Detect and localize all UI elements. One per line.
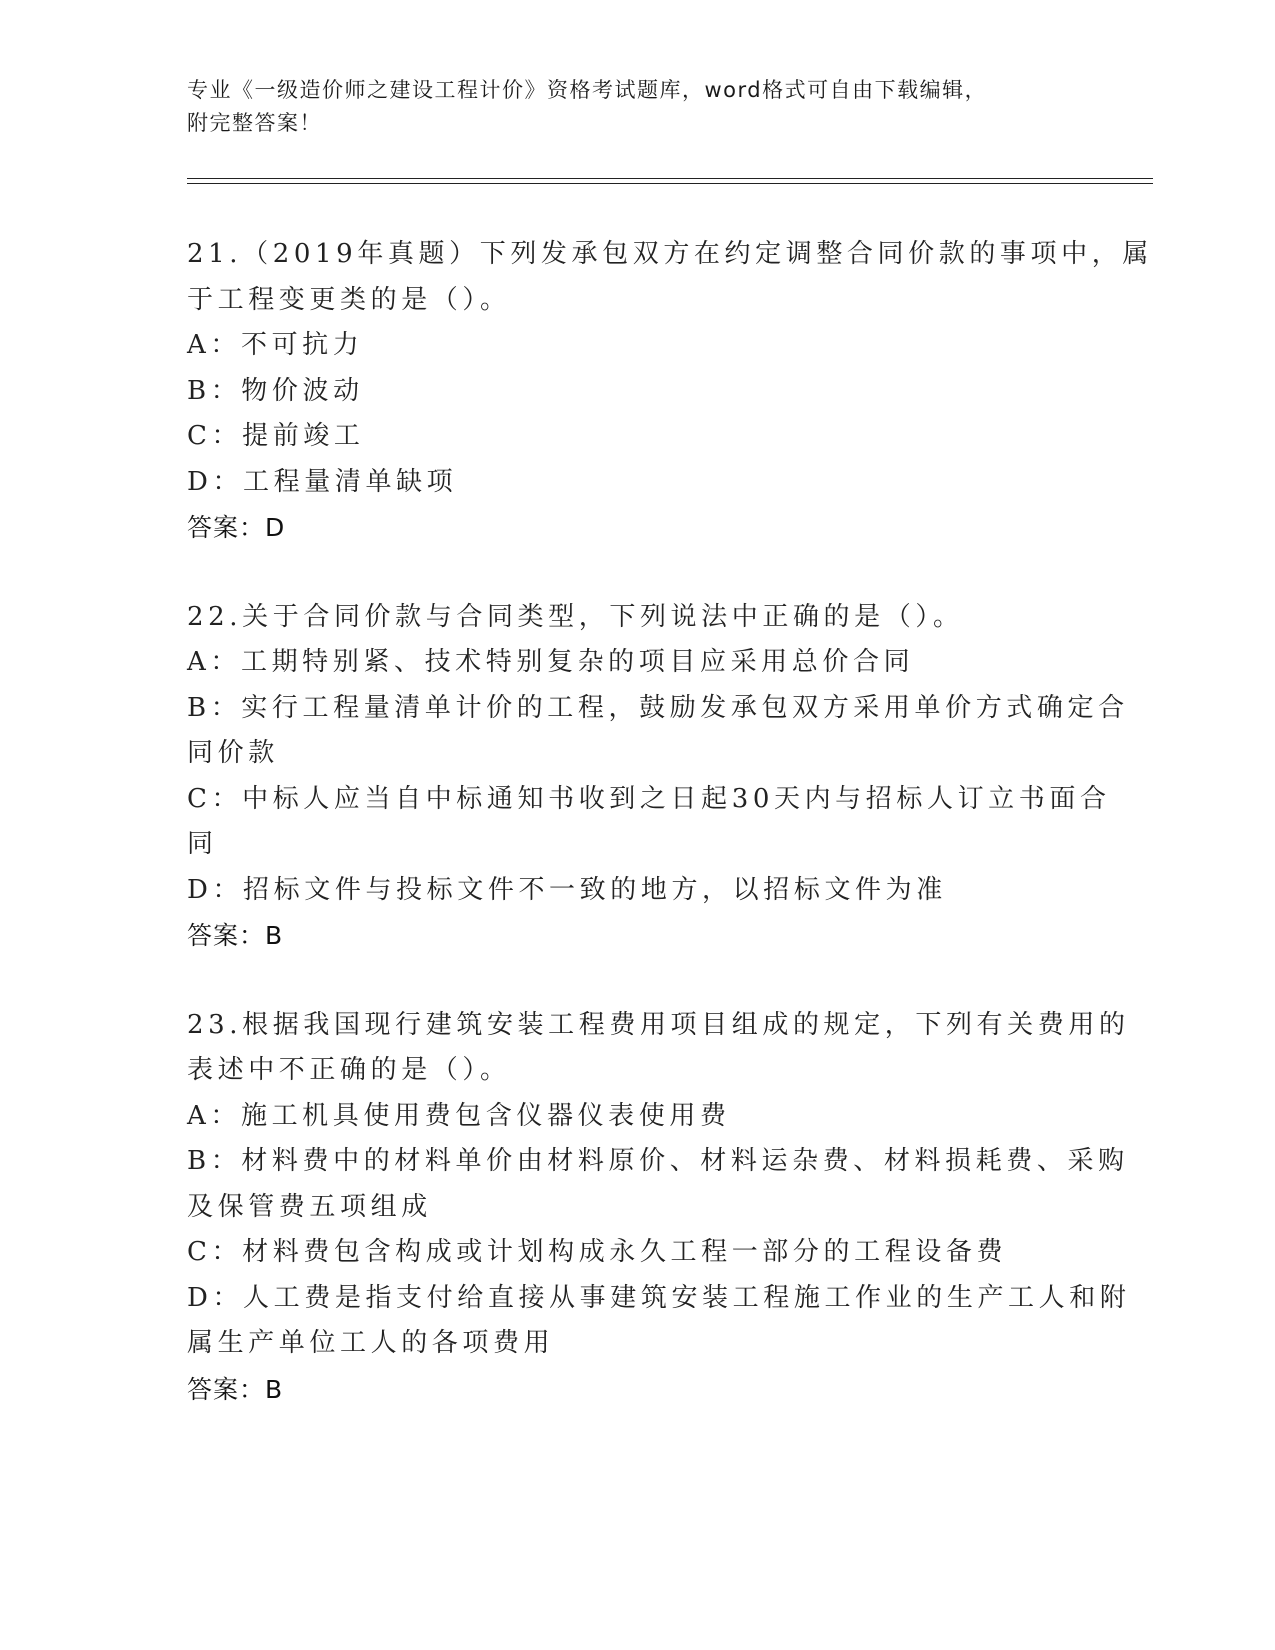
question-stem-line: 21.（2019年真题）下列发承包双方在约定调整合同价款的事项中，属 [187, 239, 1153, 269]
option-d [187, 868, 1087, 914]
option-line: D：工程量清单缺项 [187, 466, 458, 497]
option-c [187, 777, 1111, 868]
question-item [187, 595, 1129, 959]
option-line: B：实行工程量清单计价的工程，鼓励发承包双方采用单价方式确定合 [187, 692, 1129, 723]
option-d [187, 1276, 1131, 1367]
answer-label: 答案：B [187, 921, 284, 950]
option-line: C：材料费包含构成或计划构成永久工程一部分的工程设备费 [187, 1237, 1008, 1267]
header-divider [187, 178, 1153, 179]
header-line: 专业《一级造价师之建设工程计价》资格考试题库，word格式可自由下载编辑， [187, 78, 988, 102]
option-line: A：施工机具使用费包含仪器仪表使用费 [187, 1100, 731, 1131]
header-line: 附完整答案！ [187, 111, 322, 135]
option-line: B：物价波动 [187, 375, 364, 406]
question-item [187, 1003, 1131, 1413]
question-item [187, 232, 1153, 551]
option-line: A：不可抗力 [187, 330, 364, 360]
option-line: C：提前竣工 [187, 421, 365, 451]
question-stem-line: 于工程变更类的是（）。 [187, 284, 511, 315]
option-a [187, 1094, 1087, 1140]
option-a [187, 640, 1087, 686]
question-stem-line: 22.关于合同价款与合同类型，下列说法中正确的是（）。 [187, 601, 964, 632]
header-divider [187, 183, 1153, 184]
question-stem [187, 595, 1087, 641]
option-a [187, 323, 1087, 369]
option-line: D：招标文件与投标文件不一致的地方，以招标文件为准 [187, 874, 947, 905]
option-line: D：人工费是指支付给直接从事建筑安装工程施工作业的生产工人和附 [187, 1282, 1131, 1313]
option-line: 及保管费五项组成 [187, 1191, 432, 1222]
option-b [187, 686, 1129, 777]
question-stem [187, 232, 1153, 323]
question-stem-line: 表述中不正确的是（）。 [187, 1055, 511, 1085]
answer-label: 答案：D [187, 513, 286, 542]
option-b [187, 1139, 1129, 1230]
question-list [187, 232, 1153, 1412]
answer-label: 答案：B [187, 1374, 284, 1404]
document-header [187, 74, 1087, 140]
option-line: B：材料费中的材料单价由材料原价、材料运杂费、材料损耗费、采购 [187, 1146, 1129, 1176]
question-stem [187, 1003, 1130, 1094]
option-line: 同 [187, 829, 218, 859]
option-line: 属生产单位工人的各项费用 [187, 1328, 555, 1358]
option-c [187, 414, 1087, 460]
option-line: C：中标人应当自中标通知书收到之日起30天内与招标人订立书面合 [187, 783, 1111, 814]
option-line: A：工期特别紧、技术特别复杂的项目应采用总价合同 [187, 647, 915, 677]
option-b [187, 369, 1087, 415]
option-line: 同价款 [187, 738, 279, 768]
option-c [187, 1230, 1087, 1276]
option-d [187, 460, 1087, 506]
question-stem-line: 23.根据我国现行建筑安装工程费用项目组成的规定，下列有关费用的 [187, 1009, 1130, 1040]
